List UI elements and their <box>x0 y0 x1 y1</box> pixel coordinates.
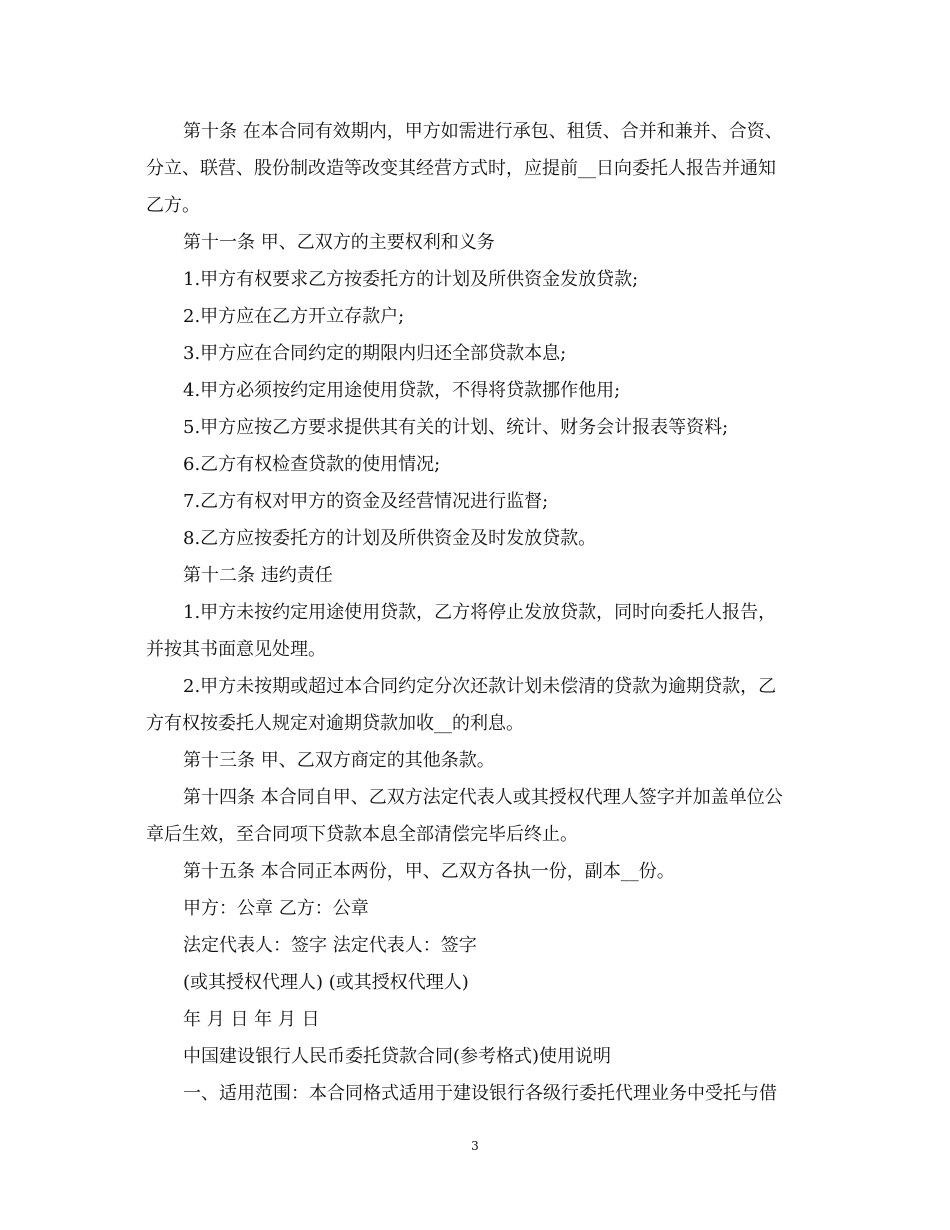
document-line: 1.甲方未按约定用途使用贷款，乙方将停止发放贷款，同时向委托人报告， <box>183 602 777 623</box>
document-line: 第十四条 本合同自甲、乙双方法定代表人或其授权代理人签字并加盖单位公 <box>183 787 783 808</box>
page-number: 3 <box>471 1139 479 1153</box>
document-line: 8.乙方应按委托方的计划及所供资金及时发放贷款。 <box>183 528 597 549</box>
document-line: 一、适用范围：本合同格式适用于建设银行各级行委托代理业务中受托与借 <box>183 1083 777 1104</box>
document-line: 1.甲方有权要求乙方按委托方的计划及所供资金发放贷款; <box>183 269 639 290</box>
document-line: 第十一条 甲、乙双方的主要权利和义务 <box>183 232 495 253</box>
document-line: 6.乙方有权检查贷款的使用情况; <box>183 454 441 475</box>
document-line: 并按其书面意见处理。 <box>146 639 326 660</box>
document-line: 7.乙方有权对甲方的资金及经营情况进行监督; <box>183 491 549 512</box>
document-line: 乙方。 <box>146 195 200 216</box>
document-line: 5.甲方应按乙方要求提供其有关的计划、统计、财务会计报表等资料; <box>183 417 729 438</box>
document-line: 3.甲方应在合同约定的期限内归还全部贷款本息; <box>183 343 567 364</box>
document-line: 2.甲方未按期或超过本合同约定分次还款计划未偿清的贷款为逾期贷款，乙 <box>183 676 777 697</box>
document-line: 甲方：公章 乙方：公章 <box>183 898 369 919</box>
document-line: 法定代表人：签字 法定代表人：签字 <box>183 935 477 956</box>
document-line: 第十条 在本合同有效期内，甲方如需进行承包、租赁、合并和兼并、合资、 <box>183 121 783 142</box>
document-line: (或其授权代理人) (或其授权代理人) <box>183 972 469 993</box>
document-line: 分立、联营、股份制改造等改变其经营方式时，应提前__日向委托人报告并通知 <box>146 158 776 179</box>
document-line: 第十五条 本合同正本两份，甲、乙双方各执一份，副本__份。 <box>183 861 675 882</box>
document-line: 章后生效，至合同项下贷款本息全部清偿完毕后终止。 <box>146 824 578 845</box>
document-line: 第十二条 违约责任 <box>183 565 333 586</box>
document-line: 4.甲方必须按约定用途使用贷款，不得将贷款挪作他用; <box>183 380 621 401</box>
document-line: 年 月 日 年 月 日 <box>183 1009 320 1030</box>
document-body <box>146 113 806 1112</box>
document-line: 2.甲方应在乙方开立存款户; <box>183 306 405 327</box>
document-line: 方有权按委托人规定对逾期贷款加收__的利息。 <box>146 713 524 734</box>
document-line: 第十三条 甲、乙双方商定的其他条款。 <box>183 750 495 771</box>
document-line: 中国建设银行人民币委托贷款合同(参考格式)使用说明 <box>183 1046 612 1067</box>
